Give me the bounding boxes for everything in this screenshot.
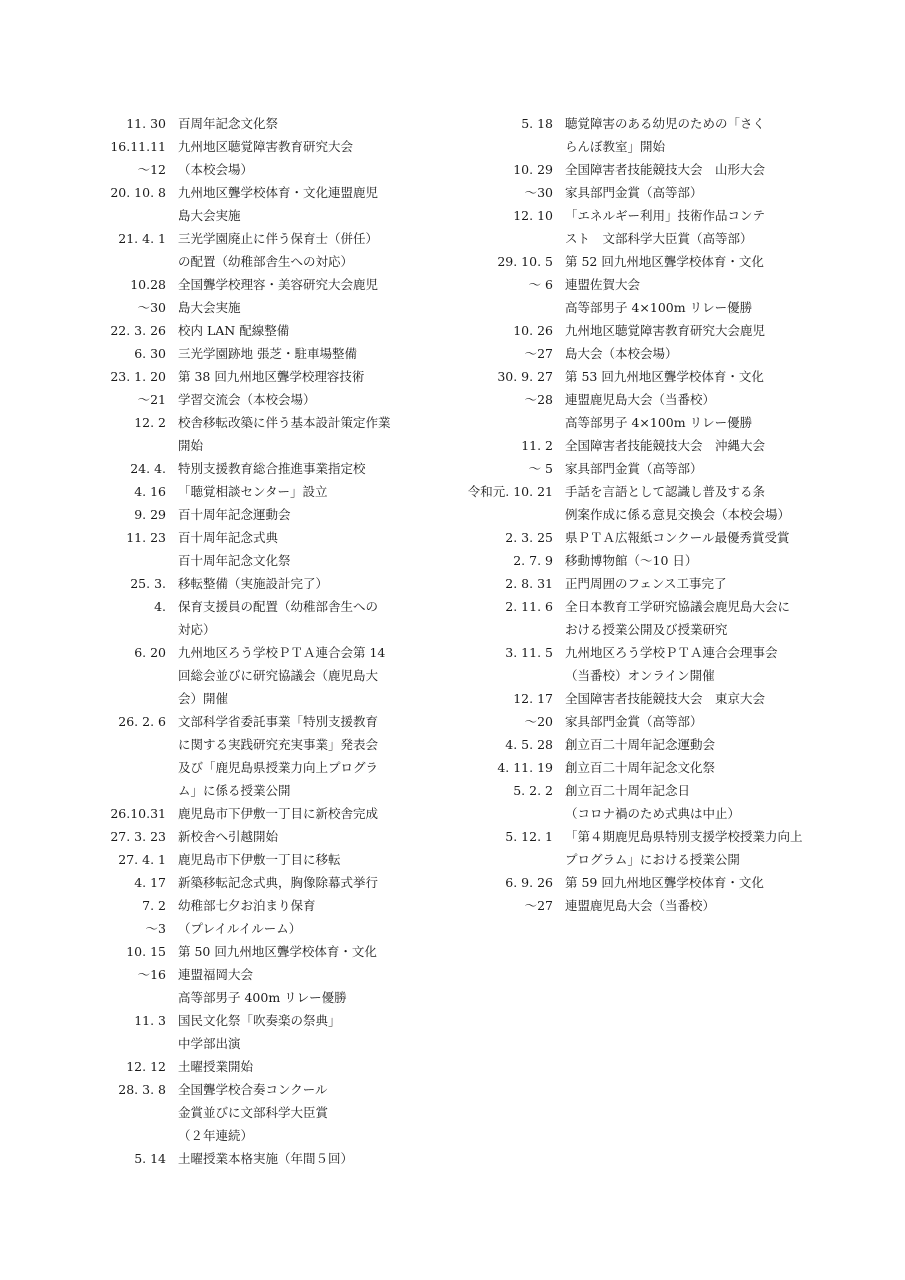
timeline-row: [60, 204, 435, 227]
timeline-row: [452, 595, 872, 618]
timeline-row: [452, 365, 872, 388]
event-text: 土曜授業本格実施（年間５回）: [178, 1151, 354, 1166]
timeline-row: [452, 503, 872, 526]
event-date: 11. 3: [134, 1013, 166, 1028]
event-text: 鹿児島市下伊敷一丁目に移転: [178, 852, 341, 867]
event-text: 聴覚障害のある幼児のための「さく: [565, 116, 766, 131]
timeline-row: [60, 986, 435, 1009]
timeline-row: [60, 595, 435, 618]
timeline-row: [452, 733, 872, 756]
event-date: 令和元. 10. 21: [467, 484, 553, 499]
event-text: 百十周年記念文化祭: [178, 553, 291, 568]
timeline-row: [452, 319, 872, 342]
event-text: 例案作成に係る意見交換会（本校会場）: [565, 507, 791, 522]
timeline-row: [60, 733, 435, 756]
timeline-row: [452, 779, 872, 802]
timeline-row: [452, 411, 872, 434]
timeline-row: [60, 1078, 435, 1101]
event-date: ～ 6: [528, 277, 553, 292]
timeline-row: [60, 710, 435, 733]
event-text: 島大会（本校会場）: [565, 346, 678, 361]
event-text: 家具部門金賞（高等部）: [565, 714, 703, 729]
event-text: 島大会実施: [178, 300, 241, 315]
event-date: 5. 14: [134, 1151, 166, 1166]
timeline-row: [452, 273, 872, 296]
event-date: 3. 11. 5: [505, 645, 553, 660]
timeline-row: [452, 549, 872, 572]
event-date: 26.10.31: [110, 806, 166, 821]
event-text: 国民文化祭「吹奏楽の祭典」: [178, 1013, 341, 1028]
event-date: ～3: [145, 921, 166, 936]
event-text: 及び「鹿児島県授業力向上プログラ: [178, 760, 379, 775]
event-text: 連盟鹿児島大会（当番校）: [565, 392, 716, 407]
timeline-row: [60, 1032, 435, 1055]
event-text: （本校会場）: [178, 162, 254, 177]
event-date: ～20: [524, 714, 553, 729]
event-date: 5. 18: [521, 116, 553, 131]
event-text: 百十周年記念式典: [178, 530, 279, 545]
event-date: 4. 11. 19: [497, 760, 553, 775]
timeline-row: [60, 342, 435, 365]
timeline-row: [60, 388, 435, 411]
event-date: 11. 2: [521, 438, 553, 453]
timeline-row: [60, 503, 435, 526]
timeline-row: [60, 227, 435, 250]
timeline-row: [60, 802, 435, 825]
event-text: 九州地区聴覚障害教育研究大会鹿児: [565, 323, 766, 338]
event-text: 中学部出演: [178, 1036, 241, 1051]
event-text: 正門周囲のフェンス工事完了: [565, 576, 727, 591]
event-text: 高等部男子 4×100m リレー優勝: [565, 300, 753, 315]
event-text: おける授業公開及び授業研究: [565, 622, 728, 637]
event-text: （コロナ禍のため式典は中止）: [565, 806, 741, 821]
event-date: 27. 3. 23: [110, 829, 166, 844]
timeline-row: [60, 1124, 435, 1147]
event-text: 創立百二十周年記念運動会: [565, 737, 716, 752]
event-text: （プレイルイルーム）: [178, 921, 302, 936]
event-text: 高等部男子 4×100m リレー優勝: [565, 415, 753, 430]
event-text: 第 52 回九州地区聾学校体育・文化: [565, 254, 764, 269]
timeline-row: [452, 848, 872, 871]
event-text: 校舎移転改築に伴う基本設計策定作業: [178, 415, 391, 430]
event-text: 全国聾学校合奏コンクール: [178, 1082, 328, 1097]
event-date: 21. 4. 1: [118, 231, 166, 246]
event-text: 九州地区ろう学校ＰＴＡ連合会理事会: [565, 645, 778, 660]
event-date: 12. 17: [513, 691, 553, 706]
event-text: 開始: [178, 438, 204, 453]
timeline-row: [60, 687, 435, 710]
timeline-row: [60, 480, 435, 503]
timeline-row: [60, 273, 435, 296]
event-date: 4. 16: [134, 484, 166, 499]
event-text: 三光学園廃止に伴う保育士（併任）: [178, 231, 379, 246]
event-text: 回総会並びに研究協議会（鹿児島大: [178, 668, 379, 683]
event-date: 2. 3. 25: [505, 530, 553, 545]
timeline-row: [60, 664, 435, 687]
event-date: 2. 7. 9: [513, 553, 553, 568]
event-text: 保育支援員の配置（幼稚部舎生への: [178, 599, 379, 614]
timeline-row: [60, 549, 435, 572]
event-text: 新築移転記念式典，胸像除幕式挙行: [178, 875, 379, 890]
timeline-row: [60, 1147, 435, 1170]
timeline-row: [60, 1009, 435, 1032]
timeline-row: [452, 756, 872, 779]
timeline-row: [452, 112, 872, 135]
event-date: 12. 10: [513, 208, 553, 223]
timeline-row: [452, 871, 872, 894]
timeline-row: [60, 940, 435, 963]
timeline-row: [452, 181, 872, 204]
event-date: 10. 26: [513, 323, 553, 338]
timeline-row: [60, 1101, 435, 1124]
event-text: 創立百二十周年記念文化祭: [565, 760, 716, 775]
event-date: ～27: [524, 346, 553, 361]
event-text: 移転整備（実施設計完了）: [178, 576, 329, 591]
event-text: 移動博物館（～10 日）: [565, 553, 698, 568]
event-date: 9. 29: [134, 507, 166, 522]
timeline-row: [452, 710, 872, 733]
timeline-row: [452, 641, 872, 664]
event-date: 4. 17: [134, 875, 166, 890]
event-date: 11. 23: [126, 530, 166, 545]
event-text: 高等部男子 400m リレー優勝: [178, 990, 347, 1005]
event-text: スト 文部科学大臣賞（高等部）: [565, 231, 753, 246]
event-text: 新校舎へ引越開始: [178, 829, 279, 844]
event-date: 24. 4.: [130, 461, 166, 476]
timeline-row: [452, 572, 872, 595]
event-text: 「聴覚相談センター」設立: [178, 484, 328, 499]
timeline-row: [60, 1055, 435, 1078]
event-text: 「エネルギー利用」技術作品コンテ: [565, 208, 766, 223]
event-text: らんぼ教室」開始: [565, 139, 666, 154]
timeline-row: [60, 365, 435, 388]
left-column: [60, 112, 435, 1170]
event-date: ～16: [137, 967, 166, 982]
event-date: ～28: [524, 392, 553, 407]
event-date: ～30: [137, 300, 166, 315]
event-date: 30. 9. 27: [497, 369, 553, 384]
timeline-row: [60, 848, 435, 871]
event-text: 三光学園跡地 張芝・駐車場整備: [178, 346, 357, 361]
event-text: 創立百二十周年記念日: [565, 783, 691, 798]
event-date: 27. 4. 1: [118, 852, 166, 867]
timeline-row: [452, 802, 872, 825]
event-date: 4.: [154, 599, 166, 614]
right-column: [452, 112, 872, 917]
event-text: 特別支援教育総合推進事業指定校: [178, 461, 366, 476]
event-text: 家具部門金賞（高等部）: [565, 185, 703, 200]
event-text: 「第４期鹿児島県特別支援学校授業力向上: [565, 829, 803, 844]
timeline-row: [452, 158, 872, 181]
event-date: 26. 2. 6: [118, 714, 166, 729]
event-text: 全国障害者技能競技大会 山形大会: [565, 162, 766, 177]
timeline-row: [60, 434, 435, 457]
event-date: 22. 3. 26: [110, 323, 166, 338]
event-date: 11. 30: [126, 116, 166, 131]
timeline-row: [60, 572, 435, 595]
event-text: 会）開催: [178, 691, 229, 706]
event-date: 2. 11. 6: [505, 599, 553, 614]
event-date: ～27: [524, 898, 553, 913]
event-date: 23. 1. 20: [110, 369, 166, 384]
event-text: 家具部門金賞（高等部）: [565, 461, 703, 476]
event-date: 6. 20: [134, 645, 166, 660]
timeline-row: [60, 894, 435, 917]
timeline-row: [60, 158, 435, 181]
timeline-row: [60, 779, 435, 802]
timeline-row: [60, 296, 435, 319]
event-text: 連盟福岡大会: [178, 967, 254, 982]
event-text: プログラム」における授業公開: [565, 852, 740, 867]
event-text: （２年連続）: [178, 1128, 254, 1143]
event-text: 対応）: [178, 622, 216, 637]
event-text: 文部科学省委託事業「特別支援教育: [178, 714, 379, 729]
event-text: 九州地区聾学校体育・文化連盟鹿児: [178, 185, 379, 200]
event-text: の配置（幼稚部舎生への対応）: [178, 254, 354, 269]
timeline-row: [60, 756, 435, 779]
event-text: 学習交流会（本校会場）: [178, 392, 316, 407]
event-text: 連盟鹿児島大会（当番校）: [565, 898, 716, 913]
timeline-row: [452, 227, 872, 250]
event-text: 全国障害者技能競技大会 東京大会: [565, 691, 766, 706]
event-date: 12. 2: [134, 415, 166, 430]
event-text: 幼稚部七夕お泊まり保育: [178, 898, 316, 913]
event-text: 全国障害者技能競技大会 沖縄大会: [565, 438, 766, 453]
event-date: 2. 8. 31: [505, 576, 553, 591]
timeline-row: [452, 894, 872, 917]
event-text: 手話を言語として認識し普及する条: [565, 484, 766, 499]
event-text: 島大会実施: [178, 208, 241, 223]
event-date: 5. 12. 1: [505, 829, 553, 844]
timeline-row: [60, 181, 435, 204]
event-date: 6. 30: [134, 346, 166, 361]
event-date: 16.11.11: [110, 139, 166, 154]
event-text: 百十周年記念運動会: [178, 507, 291, 522]
timeline-row: [452, 664, 872, 687]
event-date: 5. 2. 2: [513, 783, 553, 798]
timeline-row: [60, 871, 435, 894]
timeline-row: [452, 825, 872, 848]
timeline-row: [60, 411, 435, 434]
event-date: ～30: [524, 185, 553, 200]
event-date: ～12: [137, 162, 166, 177]
event-text: 九州地区ろう学校ＰＴＡ連合会第 14: [178, 645, 386, 660]
timeline-row: [60, 917, 435, 940]
event-text: 第 38 回九州地区聾学校理容技術: [178, 369, 365, 384]
event-text: 連盟佐賀大会: [565, 277, 641, 292]
timeline-row: [452, 618, 872, 641]
timeline-row: [60, 963, 435, 986]
event-text: 校内 LAN 配線整備: [178, 323, 290, 338]
timeline-row: [60, 457, 435, 480]
timeline-row: [60, 618, 435, 641]
event-text: 第 59 回九州地区聾学校体育・文化: [565, 875, 764, 890]
event-text: 九州地区聴覚障害教育研究大会: [178, 139, 354, 154]
event-text: 県ＰＴＡ広報紙コンクール最優秀賞受賞: [565, 530, 790, 545]
event-date: 7. 2: [142, 898, 166, 913]
event-date: ～ 5: [528, 461, 553, 476]
event-date: 29. 10. 5: [497, 254, 553, 269]
timeline-row: [452, 526, 872, 549]
event-date: 20. 10. 8: [110, 185, 166, 200]
event-text: 百周年記念文化祭: [178, 116, 279, 131]
event-date: 4. 5. 28: [505, 737, 553, 752]
event-text: 第 53 回九州地区聾学校体育・文化: [565, 369, 764, 384]
timeline-row: [452, 457, 872, 480]
timeline-row: [60, 135, 435, 158]
event-date: ～21: [137, 392, 166, 407]
event-text: ム」に係る授業公開: [178, 783, 291, 798]
event-text: 第 50 回九州地区聾学校体育・文化: [178, 944, 377, 959]
event-text: 全国聾学校理容・美容研究大会鹿児: [178, 277, 379, 292]
timeline-row: [452, 434, 872, 457]
timeline-row: [60, 250, 435, 273]
event-text: 金賞並びに文部科学大臣賞: [178, 1105, 329, 1120]
event-text: 全日本教育工学研究協議会鹿児島大会に: [565, 599, 791, 614]
timeline-row: [452, 135, 872, 158]
event-text: （当番校）オンライン開催: [565, 668, 715, 683]
timeline-row: [60, 112, 435, 135]
timeline-row: [452, 204, 872, 227]
event-date: 10. 29: [513, 162, 553, 177]
timeline-row: [60, 526, 435, 549]
timeline-row: [60, 319, 435, 342]
timeline-row: [452, 250, 872, 273]
event-date: 28. 3. 8: [118, 1082, 166, 1097]
timeline-row: [452, 687, 872, 710]
event-date: 6. 9. 26: [505, 875, 553, 890]
timeline-row: [60, 641, 435, 664]
timeline-row: [60, 825, 435, 848]
event-date: 12. 12: [126, 1059, 166, 1074]
event-date: 10.28: [130, 277, 166, 292]
event-date: 10. 15: [126, 944, 166, 959]
event-text: 土曜授業開始: [178, 1059, 254, 1074]
event-date: 25. 3.: [130, 576, 166, 591]
event-text: 鹿児島市下伊敷一丁目に新校舎完成: [178, 806, 379, 821]
timeline-row: [452, 296, 872, 319]
timeline-row: [452, 388, 872, 411]
timeline-row: [452, 342, 872, 365]
event-text: に関する実践研究充実事業」発表会: [178, 737, 379, 752]
timeline-row: [452, 480, 872, 503]
